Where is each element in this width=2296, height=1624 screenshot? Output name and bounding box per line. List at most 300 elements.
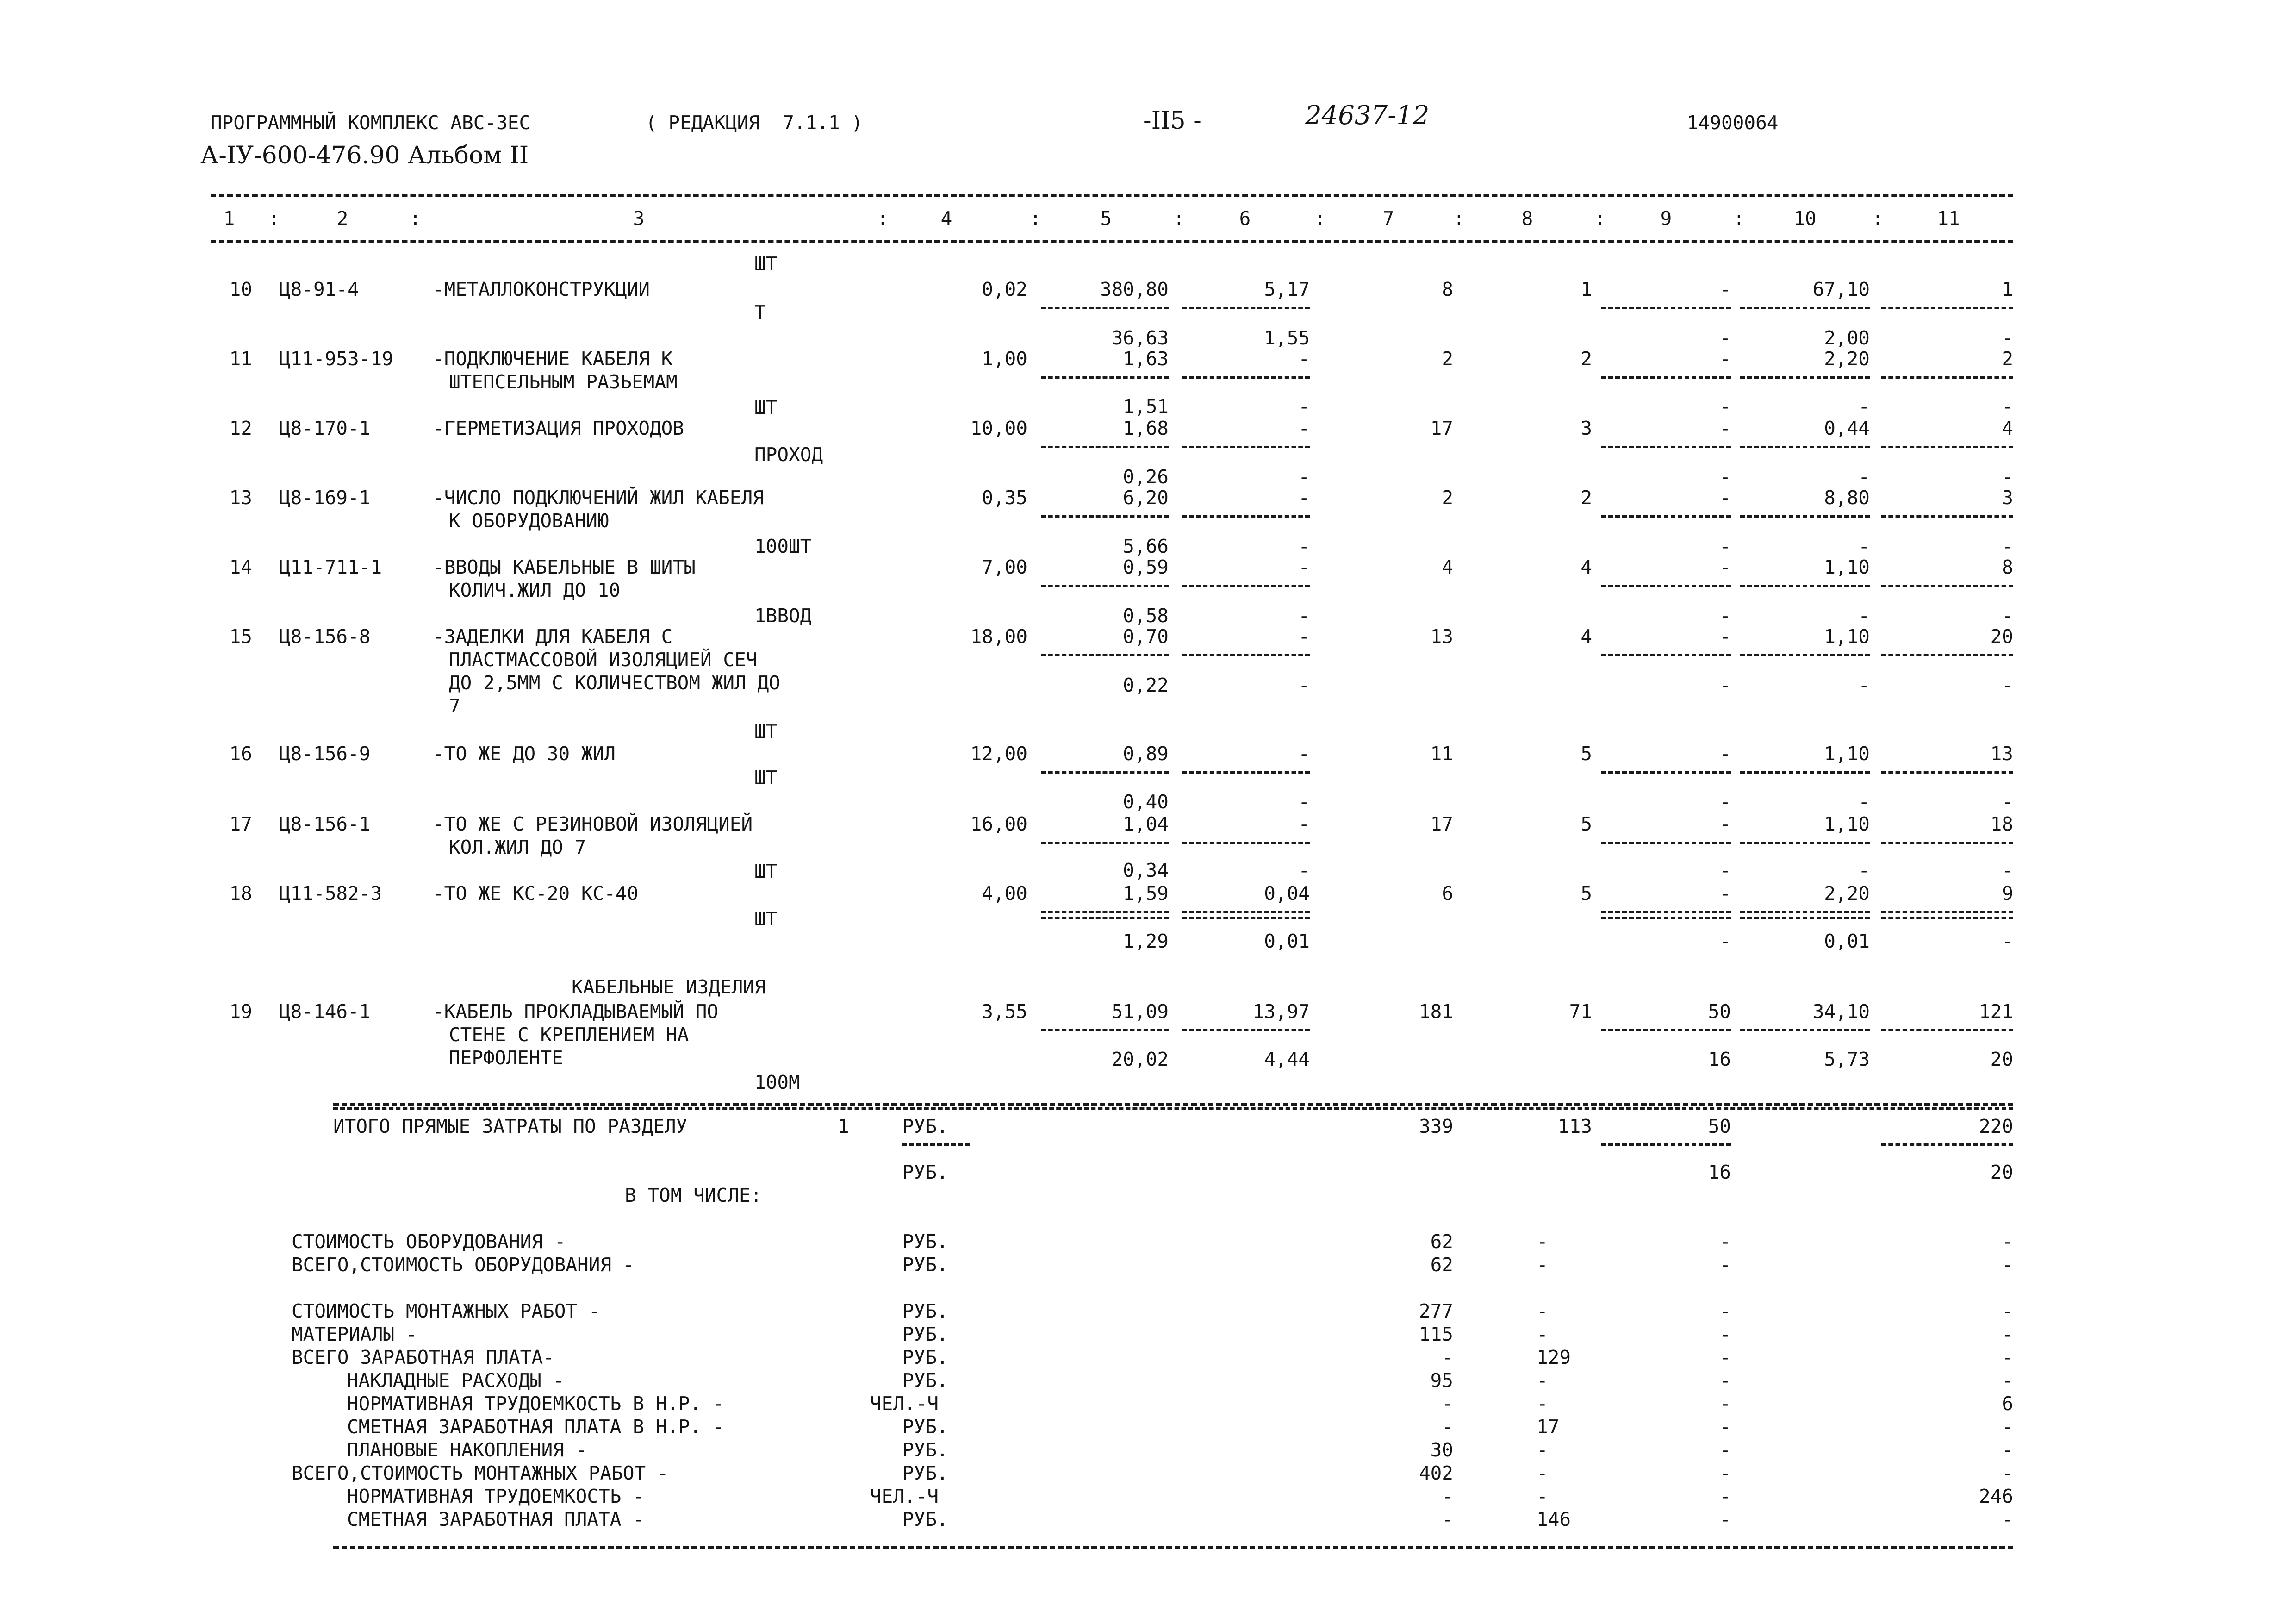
value-divider <box>1740 842 1870 844</box>
row-c4: 0,02 <box>982 278 1027 300</box>
row-s5: 1,29 <box>1123 930 1169 952</box>
row-c5: 1,59 <box>1123 882 1169 905</box>
total-rule-top <box>333 1103 2013 1106</box>
summary-c11: - <box>2002 1369 2013 1392</box>
value-divider <box>1740 1029 1870 1031</box>
row-c7: 17 <box>1430 813 1453 835</box>
row-c9: - <box>1719 417 1731 439</box>
total-divider <box>1881 1143 2013 1146</box>
total-c8: 113 <box>1557 1115 1592 1137</box>
value-divider <box>1601 446 1731 448</box>
summary-unit: РУБ. <box>902 1462 948 1484</box>
row-s10: - <box>1858 791 1870 813</box>
row-s9: - <box>1719 791 1731 813</box>
summary-unit: РУБ. <box>902 1230 948 1253</box>
row-name-line: 7 <box>449 695 460 717</box>
summary-c8: 17 <box>1537 1416 1560 1438</box>
column-header-9: 9 <box>1660 207 1672 230</box>
row-name-line: К ОБОРУДОВАНИЮ <box>449 510 609 532</box>
summary-c7: - <box>1442 1346 1453 1368</box>
row-c4: 18,00 <box>970 625 1027 648</box>
summary-label: ВСЕГО ЗАРАБОТНАЯ ПЛАТА- <box>292 1346 554 1368</box>
row-s11: - <box>2002 930 2013 952</box>
row-c10: 34,10 <box>1812 1000 1870 1023</box>
value-divider <box>1740 376 1870 379</box>
row-unit: Т <box>754 301 766 324</box>
row-c8: 5 <box>1580 882 1592 905</box>
value-divider <box>1601 515 1731 518</box>
column-header-7: 7 <box>1382 207 1394 230</box>
row-code: Ц8-156-9 <box>279 743 371 765</box>
row-code: Ц8-169-1 <box>279 487 371 509</box>
summary-unit: РУБ. <box>902 1300 948 1322</box>
section-title: КАБЕЛЬНЫЕ ИЗДЕЛИЯ <box>572 976 766 998</box>
row-s11: - <box>2002 535 2013 557</box>
summary-label: ВСЕГО,СТОИМОСТЬ ОБОРУДОВАНИЯ - <box>292 1254 635 1276</box>
row-s11: - <box>2002 466 2013 488</box>
row-unit: ШТ <box>754 767 778 789</box>
summary-c8: - <box>1537 1254 1548 1276</box>
summary-c7: 402 <box>1419 1462 1453 1484</box>
row-c9: - <box>1719 487 1731 509</box>
row-c5: 0,89 <box>1123 743 1169 765</box>
summary-c11: 6 <box>2002 1393 2013 1415</box>
column-header-5: 5 <box>1100 207 1112 230</box>
summary-c9: - <box>1719 1230 1731 1253</box>
handwritten-number: 24637-12 <box>1305 100 1430 131</box>
row-unit: 100ШТ <box>754 535 812 557</box>
column-header-4: 4 <box>940 207 952 230</box>
row-c10: 1,10 <box>1824 813 1870 835</box>
column-separator: : <box>877 207 889 230</box>
row-c8: 3 <box>1580 417 1592 439</box>
value-divider <box>1881 842 2013 844</box>
summary-label: МАТЕРИАЛЫ - <box>292 1323 417 1345</box>
row-c5: 6,20 <box>1123 487 1169 509</box>
value-divider <box>1182 515 1310 518</box>
column-separator: : <box>410 207 421 230</box>
value-divider <box>1041 515 1169 518</box>
row-name-line: -КАБЕЛЬ ПРОКЛАДЫВАЕМЫЙ ПО <box>433 1000 719 1023</box>
summary-c11: - <box>2002 1230 2013 1253</box>
summary-c8: - <box>1537 1485 1548 1507</box>
row-c5: 1,68 <box>1123 417 1169 439</box>
column-header-3: 3 <box>633 207 645 230</box>
value-divider <box>1881 585 2013 587</box>
row-name-line: -МЕТАЛЛОКОНСТРУКЦИИ <box>433 278 650 300</box>
row-s10: - <box>1858 466 1870 488</box>
row-c6: 5,17 <box>1264 278 1310 300</box>
including-label: В ТОМ ЧИСЛЕ: <box>625 1184 762 1206</box>
row-c9: - <box>1719 743 1731 765</box>
summary-c8: - <box>1537 1393 1548 1415</box>
row-c11: 3 <box>2002 487 2013 509</box>
summary-c8: - <box>1537 1230 1548 1253</box>
value-divider <box>1740 911 1870 913</box>
row-c11: 1 <box>2002 278 2013 300</box>
value-divider <box>1881 376 2013 379</box>
value-divider <box>1740 515 1870 518</box>
row-c8: 4 <box>1580 625 1592 648</box>
row-c6: - <box>1298 487 1310 509</box>
row-s5: 0,26 <box>1123 466 1169 488</box>
summary-c7: - <box>1442 1416 1453 1438</box>
value-divider <box>1740 446 1870 448</box>
row-unit: 1ВВОД <box>754 605 812 627</box>
row-s6: - <box>1298 605 1310 627</box>
row-s6: - <box>1298 395 1310 418</box>
value-divider <box>1740 654 1870 656</box>
value-divider <box>1601 842 1731 844</box>
summary-c7: - <box>1442 1508 1453 1530</box>
row-c5: 1,04 <box>1123 813 1169 835</box>
summary-c11: - <box>2002 1346 2013 1368</box>
value-divider <box>1881 307 2013 309</box>
row-name-line: -ТО ЖЕ С РЕЗИНОВОЙ ИЗОЛЯЦИЕЙ <box>433 813 753 835</box>
row-name-line: -ЗАДЕЛКИ ДЛЯ КАБЕЛЯ С <box>433 625 673 648</box>
value-divider <box>1601 307 1731 309</box>
row-s11: - <box>2002 395 2013 418</box>
value-divider <box>1881 654 2013 656</box>
value-divider <box>1041 654 1169 656</box>
row-c4: 0,35 <box>982 487 1027 509</box>
summary-c9: - <box>1719 1254 1731 1276</box>
bottom-rule <box>333 1546 2013 1549</box>
row-name-line: -ГЕРМЕТИЗАЦИЯ ПРОХОДОВ <box>433 417 684 439</box>
row-code: Ц11-711-1 <box>279 556 382 578</box>
value-divider <box>1182 376 1310 379</box>
column-separator: : <box>268 207 280 230</box>
summary-unit: РУБ. <box>902 1508 948 1530</box>
row-number: 11 <box>229 348 252 370</box>
row-c8: 2 <box>1580 348 1592 370</box>
row-number: 18 <box>229 882 252 905</box>
row-name-line: КОЛ.ЖИЛ ДО 7 <box>449 836 586 858</box>
summary-c11: - <box>2002 1508 2013 1530</box>
value-divider <box>1041 307 1169 309</box>
value-divider <box>1601 376 1731 379</box>
row-name-line: ШТЕПСЕЛЬНЫМ РАЗЬЕМАМ <box>449 371 678 393</box>
summary-c9: - <box>1719 1393 1731 1415</box>
summary-c7: 30 <box>1430 1439 1453 1461</box>
total-c9: 50 <box>1708 1115 1731 1137</box>
row-c11: 9 <box>2002 882 2013 905</box>
row-c9: - <box>1719 625 1731 648</box>
row-c11: 4 <box>2002 417 2013 439</box>
program-title: ПРОГРАММНЫЙ КОМПЛЕКС АВС-3ЕС <box>211 112 531 134</box>
summary-c8: - <box>1537 1369 1548 1392</box>
row-c10: 2,20 <box>1824 882 1870 905</box>
row-s5: 20,02 <box>1111 1048 1169 1070</box>
column-separator: : <box>1030 207 1041 230</box>
row-c10: 2,20 <box>1824 348 1870 370</box>
row-unit: ПРОХОД <box>754 443 823 466</box>
row-c9: - <box>1719 348 1731 370</box>
row-c10: 1,10 <box>1824 625 1870 648</box>
value-divider <box>1182 911 1310 913</box>
row-number: 15 <box>229 625 252 648</box>
row-c9: - <box>1719 882 1731 905</box>
row-c5: 380,80 <box>1100 278 1169 300</box>
row-unit: ШТ <box>754 396 778 418</box>
summary-c11: - <box>2002 1439 2013 1461</box>
value-divider <box>1041 771 1169 774</box>
row-s9: - <box>1719 605 1731 627</box>
row-name-line: СТЕНЕ С КРЕПЛЕНИЕМ НА <box>449 1024 689 1046</box>
row-unit: ШТ <box>754 860 778 882</box>
row-c7: 17 <box>1430 417 1453 439</box>
summary-unit: РУБ. <box>902 1346 948 1368</box>
row-c4: 1,00 <box>982 348 1027 370</box>
row-name-line: -ВВОДЫ КАБЕЛЬНЫЕ В ШИТЫ <box>433 556 696 578</box>
row-c4: 16,00 <box>970 813 1027 835</box>
row-s9: - <box>1719 395 1731 418</box>
row-number: 13 <box>229 487 252 509</box>
summary-c8: - <box>1537 1462 1548 1484</box>
summary-c11: 246 <box>1979 1485 2013 1507</box>
row-number: 12 <box>229 417 252 439</box>
value-divider <box>1601 654 1731 656</box>
row-number: 19 <box>229 1000 252 1023</box>
column-separator: : <box>1733 207 1745 230</box>
value-divider <box>1881 771 2013 774</box>
summary-c11: - <box>2002 1416 2013 1438</box>
row-c8: 2 <box>1580 487 1592 509</box>
row-code: Ц8-156-8 <box>279 625 371 648</box>
value-divider <box>1041 585 1169 587</box>
row-s9: - <box>1719 466 1731 488</box>
value-divider <box>1041 842 1169 844</box>
value-divider <box>1601 1029 1731 1031</box>
value-divider <box>1182 307 1310 309</box>
row-unit: ШТ <box>754 908 778 930</box>
row-c8: 71 <box>1569 1000 1592 1023</box>
row-s11: - <box>2002 605 2013 627</box>
column-separator: : <box>1594 207 1606 230</box>
row-c9: - <box>1719 278 1731 300</box>
row-s11: 20 <box>1990 1048 2013 1070</box>
album-label: А-IУ-600-476.90 Альбом II <box>200 142 529 169</box>
row-number: 17 <box>229 813 252 835</box>
row-s11: - <box>2002 674 2013 696</box>
summary-label: ВСЕГО,СТОИМОСТЬ МОНТАЖНЫХ РАБОТ - <box>292 1462 669 1484</box>
row-c8: 4 <box>1580 556 1592 578</box>
row-code: Ц8-146-1 <box>279 1000 371 1023</box>
column-header-10: 10 <box>1793 207 1817 230</box>
row-c9: 50 <box>1708 1000 1731 1023</box>
row-c4: 10,00 <box>970 417 1027 439</box>
summary-label: СМЕТНАЯ ЗАРАБОТНАЯ ПЛАТА В Н.Р. - <box>347 1416 724 1438</box>
row-unit: ШТ <box>754 720 778 743</box>
row-s9: - <box>1719 327 1731 349</box>
total-s9: 16 <box>1708 1161 1731 1183</box>
row-name-line: -ТО ЖЕ ДО 30 ЖИЛ <box>433 743 616 765</box>
total-label: ИТОГО ПРЯМЫЕ ЗАТРАТЫ ПО РАЗДЕЛУ <box>333 1115 688 1137</box>
row-s6: - <box>1298 859 1310 881</box>
row-s5: 36,63 <box>1111 327 1169 349</box>
summary-c7: - <box>1442 1393 1453 1415</box>
value-divider <box>1601 911 1731 913</box>
row-name-line: ДО 2,5ММ С КОЛИЧЕСТВОМ ЖИЛ ДО <box>449 672 780 694</box>
value-divider <box>1182 771 1310 774</box>
column-separator: : <box>1314 207 1326 230</box>
summary-unit: РУБ. <box>902 1323 948 1345</box>
row-s9: - <box>1719 535 1731 557</box>
row-c5: 0,59 <box>1123 556 1169 578</box>
row-c4: 12,00 <box>970 743 1027 765</box>
value-divider <box>1182 446 1310 448</box>
row-s6: - <box>1298 674 1310 696</box>
value-divider-2 <box>1740 917 1870 919</box>
row-c7: 8 <box>1442 278 1453 300</box>
row-s5: 1,51 <box>1123 395 1169 418</box>
row-c6: 13,97 <box>1252 1000 1310 1023</box>
column-separator: : <box>1453 207 1465 230</box>
summary-unit: РУБ. <box>902 1439 948 1461</box>
summary-unit: ЧЕЛ.-Ч <box>870 1393 939 1415</box>
row-c11: 8 <box>2002 556 2013 578</box>
row-s11: - <box>2002 791 2013 813</box>
summary-label: НОРМАТИВНАЯ ТРУДОЕМКОСТЬ - <box>347 1485 644 1507</box>
row-code: Ц8-156-1 <box>279 813 371 835</box>
edition-label: ( РЕДАКЦИЯ 7.1.1 ) <box>646 112 863 134</box>
row-c5: 51,09 <box>1111 1000 1169 1023</box>
row-s5: 5,66 <box>1123 535 1169 557</box>
value-divider <box>1182 654 1310 656</box>
row-c10: 0,44 <box>1824 417 1870 439</box>
row-name-line: ПЕРФОЛЕНТЕ <box>449 1047 563 1069</box>
row-c6: - <box>1298 625 1310 648</box>
row-s10: - <box>1858 674 1870 696</box>
value-divider <box>1881 911 2013 913</box>
summary-c11: - <box>2002 1323 2013 1345</box>
row-s11: - <box>2002 327 2013 349</box>
summary-c9: - <box>1719 1508 1731 1530</box>
summary-unit: РУБ. <box>902 1416 948 1438</box>
row-c6: - <box>1298 743 1310 765</box>
value-divider <box>1182 1029 1310 1031</box>
row-number: 16 <box>229 743 252 765</box>
summary-c9: - <box>1719 1439 1731 1461</box>
summary-c9: - <box>1719 1346 1731 1368</box>
total-unit-divider <box>902 1143 970 1146</box>
row-s9: - <box>1719 930 1731 952</box>
value-divider <box>1881 515 2013 518</box>
value-divider <box>1041 446 1169 448</box>
summary-c9: - <box>1719 1485 1731 1507</box>
row-c6: - <box>1298 348 1310 370</box>
row-c10: 1,10 <box>1824 743 1870 765</box>
summary-label: НАКЛАДНЫЕ РАСХОДЫ - <box>347 1369 564 1392</box>
row-c7: 2 <box>1442 487 1453 509</box>
summary-c9: - <box>1719 1416 1731 1438</box>
row-c7: 11 <box>1430 743 1453 765</box>
row-c8: 5 <box>1580 813 1592 835</box>
row-c10: 1,10 <box>1824 556 1870 578</box>
header-rule-bottom <box>211 240 2013 243</box>
row-c7: 2 <box>1442 348 1453 370</box>
summary-unit: РУБ. <box>902 1254 948 1276</box>
row-s10: 5,73 <box>1824 1048 1870 1070</box>
row-c7: 4 <box>1442 556 1453 578</box>
row-c8: 1 <box>1580 278 1592 300</box>
summary-c9: - <box>1719 1323 1731 1345</box>
summary-c7: 62 <box>1430 1254 1453 1276</box>
summary-label: НОРМАТИВНАЯ ТРУДОЕМКОСТЬ В Н.Р. - <box>347 1393 724 1415</box>
row-c10: 67,10 <box>1812 278 1870 300</box>
row-s9: - <box>1719 674 1731 696</box>
row-c10: 8,80 <box>1824 487 1870 509</box>
summary-label: ПЛАНОВЫЕ НАКОПЛЕНИЯ - <box>347 1439 587 1461</box>
row-code: Ц11-582-3 <box>279 882 382 905</box>
row-c6: - <box>1298 813 1310 835</box>
value-divider <box>1182 842 1310 844</box>
row-s9: 16 <box>1708 1048 1731 1070</box>
row-name-line: ПЛАСТМАССОВОЙ ИЗОЛЯЦИЕЙ СЕЧ <box>449 649 758 671</box>
summary-label: СТОИМОСТЬ МОНТАЖНЫХ РАБОТ - <box>292 1300 600 1322</box>
value-divider-2 <box>1601 917 1731 919</box>
row-name-line: КОЛИЧ.ЖИЛ ДО 10 <box>449 579 621 601</box>
summary-c9: - <box>1719 1369 1731 1392</box>
row-c11: 20 <box>1990 625 2013 648</box>
summary-c7: 115 <box>1419 1323 1453 1345</box>
summary-c8: 146 <box>1537 1508 1571 1530</box>
value-divider <box>1601 585 1731 587</box>
summary-c9: - <box>1719 1300 1731 1322</box>
row-number: 14 <box>229 556 252 578</box>
row-c9: - <box>1719 556 1731 578</box>
value-divider <box>1041 376 1169 379</box>
row-c7: 6 <box>1442 882 1453 905</box>
summary-unit: ЧЕЛ.-Ч <box>870 1485 939 1507</box>
value-divider <box>1601 771 1731 774</box>
row-name-line: -ТО ЖЕ КС-20 КС-40 <box>433 882 639 905</box>
row-c4: 3,55 <box>982 1000 1027 1023</box>
row-s11: - <box>2002 859 2013 881</box>
row-s10: - <box>1858 395 1870 418</box>
page-number: -II5 - <box>1143 107 1201 135</box>
total-section-number: 1 <box>838 1115 849 1137</box>
value-divider-2 <box>1041 917 1169 919</box>
column-header-8: 8 <box>1521 207 1533 230</box>
total-c7: 339 <box>1419 1115 1453 1137</box>
summary-c11: - <box>2002 1254 2013 1276</box>
column-header-6: 6 <box>1239 207 1251 230</box>
row-c11: 18 <box>1990 813 2013 835</box>
row-s6: 0,01 <box>1264 930 1310 952</box>
row-name-line: -ПОДКЛЮЧЕНИЕ КАБЕЛЯ К <box>433 348 673 370</box>
value-divider <box>1041 911 1169 913</box>
column-header-2: 2 <box>336 207 348 230</box>
summary-c8: 129 <box>1537 1346 1571 1368</box>
row-c4: 7,00 <box>982 556 1027 578</box>
value-divider-2 <box>1182 917 1310 919</box>
summary-c7: 95 <box>1430 1369 1453 1392</box>
row-unit: 100М <box>754 1071 800 1093</box>
row-s10: 2,00 <box>1824 327 1870 349</box>
total-s11: 20 <box>1990 1161 2013 1183</box>
row-s6: - <box>1298 791 1310 813</box>
column-separator: : <box>1173 207 1185 230</box>
row-code: Ц8-170-1 <box>279 417 371 439</box>
summary-c8: - <box>1537 1300 1548 1322</box>
summary-c8: - <box>1537 1439 1548 1461</box>
column-header-1: 1 <box>223 207 235 230</box>
row-s5: 0,34 <box>1123 859 1169 881</box>
row-s6: - <box>1298 466 1310 488</box>
column-separator: : <box>1872 207 1884 230</box>
row-c4: 4,00 <box>982 882 1027 905</box>
